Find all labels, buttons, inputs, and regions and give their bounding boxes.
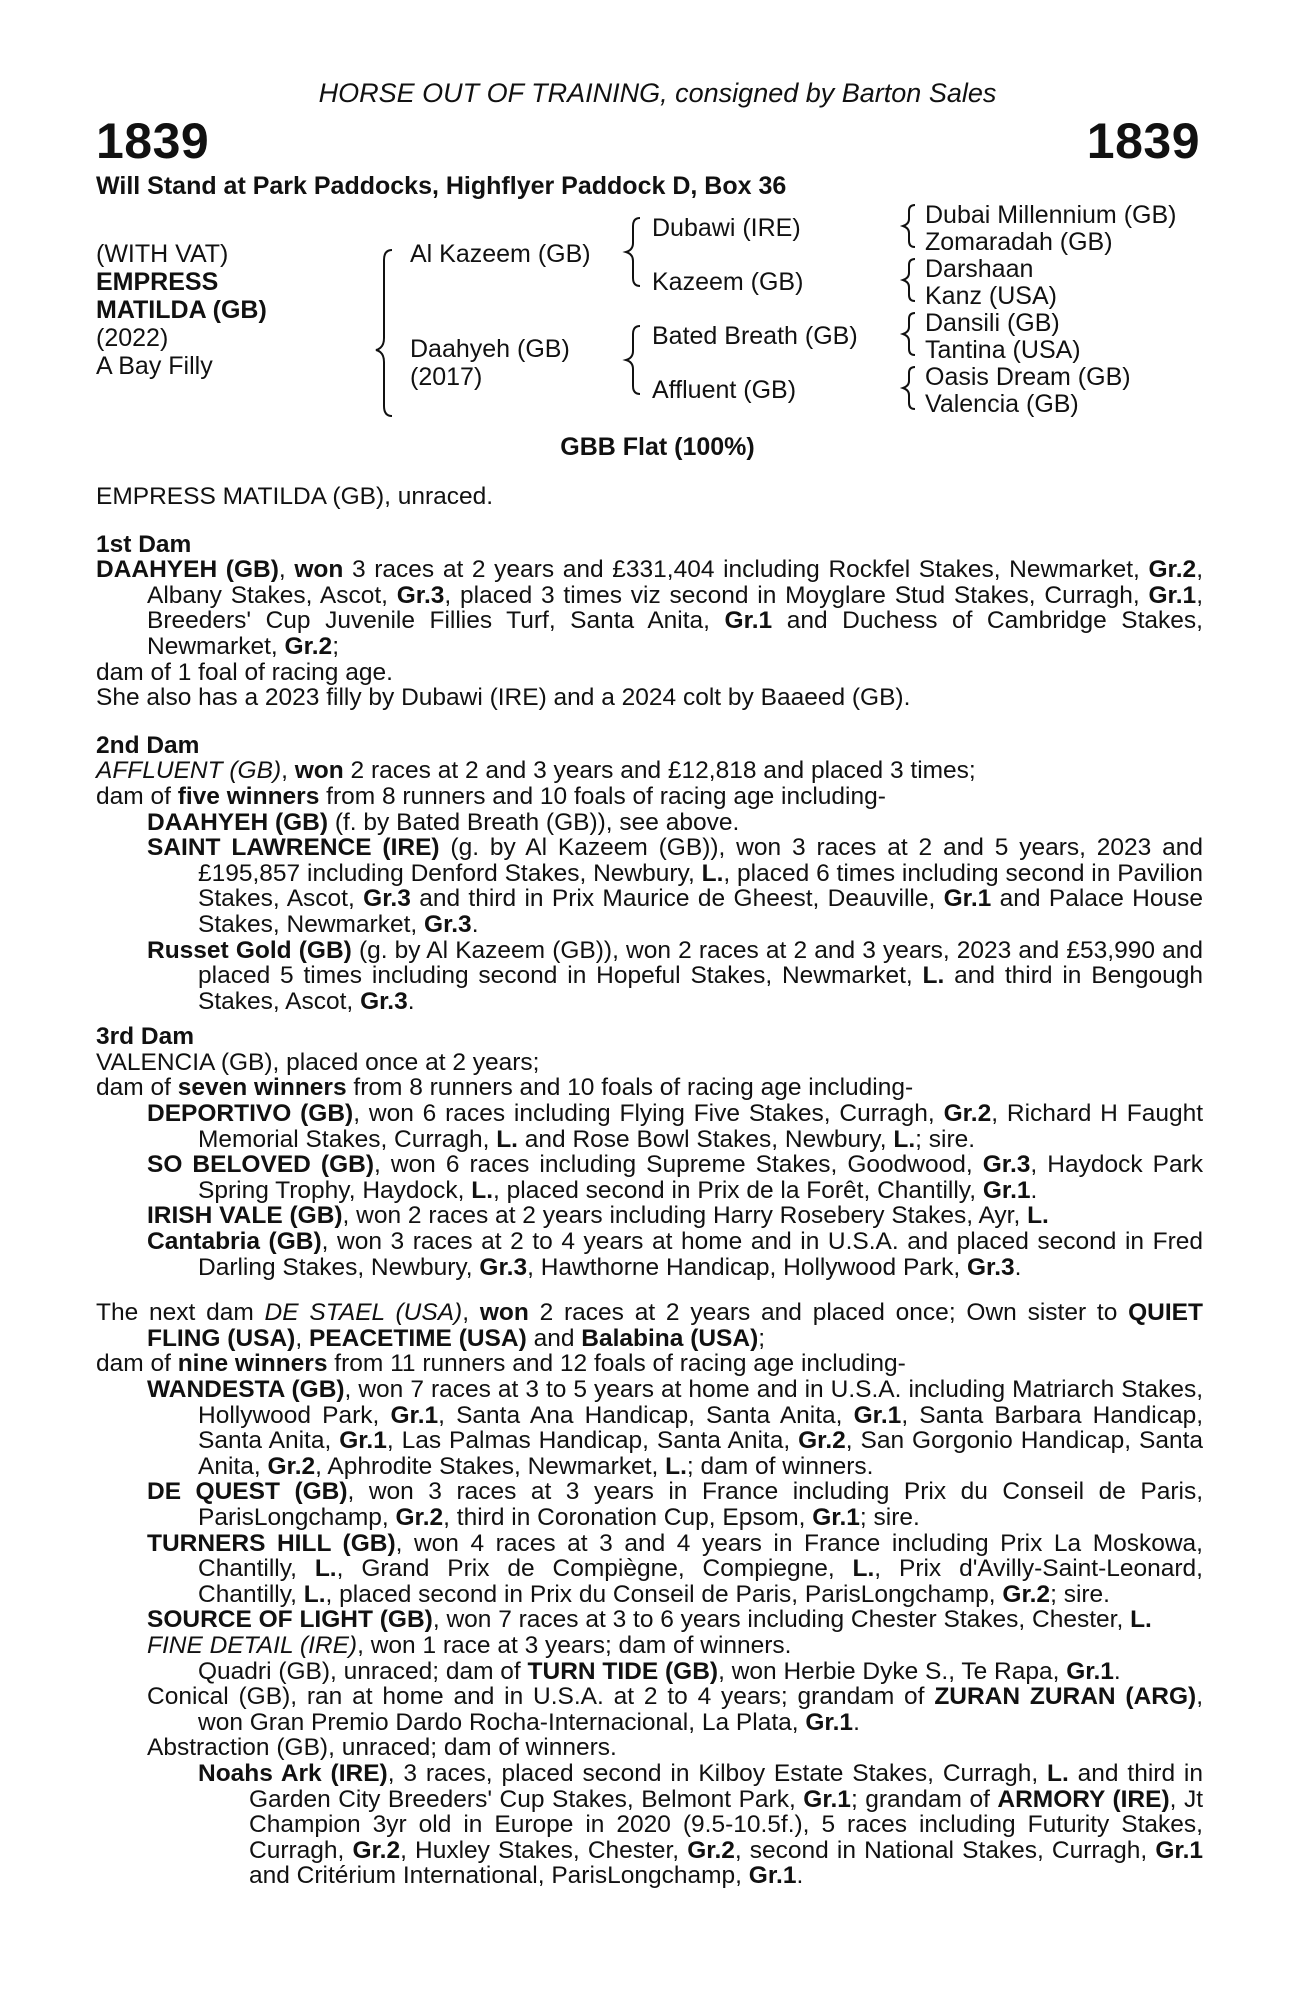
dam-sire-dam: Tantina (USA) [925, 336, 1081, 364]
lot-number-left: 1839 [96, 113, 210, 169]
brace-ds [903, 313, 915, 355]
brace-dam [626, 326, 640, 394]
produce-record [96, 484, 1203, 1889]
sire-dam-sire: Darshaan [925, 255, 1034, 283]
dam-dam: Affluent (GB) [652, 376, 797, 404]
sire-sire-sire: Dubai Millennium (GB) [925, 201, 1177, 229]
brace-dd [903, 367, 915, 409]
produce-source-of-light: SOURCE OF LIGHT (GB), won 7 races at 3 to 6 years including Chester Stakes, Chester, L. [147, 1606, 1152, 1634]
next-dam-text: The next dam DE STAEL (USA), won 2 races at 2 years and placed once; Own sister to QUIET FLING (USA), PEACETIME (USA) and Balabina (USA); [96, 1299, 1203, 1352]
brace-sd [903, 259, 915, 301]
first-dam-foals: dam of 1 foal of racing age. [96, 658, 393, 686]
stand-location: Will Stand at Park Paddocks, Highflyer Paddock D, Box 36 [96, 172, 787, 200]
third-dam-heading: 3rd Dam [96, 1023, 195, 1051]
first-dam-younger: She also has a 2023 filly by Dubawi (IRE) and a 2024 colt by Baaeed (GB). [96, 684, 911, 712]
vat-note: (WITH VAT) [96, 240, 229, 268]
dam: Daahyeh (GB) [410, 335, 570, 363]
produce-cantabria: Cantabria (GB), won 3 races at 2 to 4 years at home and in U.S.A. and placed second in Fred Darling Stakes, Newbury, Gr.3, Hawthorne Handicap, Hollywood Park, Gr.3. [147, 1228, 1203, 1281]
dam-dam-dam: Valencia (GB) [925, 390, 1079, 418]
sire-sire: Dubawi (IRE) [652, 214, 801, 242]
sire-sire-dam: Zomaradah (GB) [925, 228, 1113, 256]
brace-main [376, 250, 392, 416]
horse-year: (2022) [96, 324, 169, 352]
produce-abstraction: Abstraction (GB), unraced; dam of winners. [147, 1734, 617, 1762]
lot-number-right: 1839 [1086, 113, 1200, 169]
produce-turners-hill: TURNERS HILL (GB), won 4 races at 3 and 4 years in France including Prix La Moskowa, Chantilly, L., Grand Prix de Compiègne, Compiegne, L., Prix d'Avilly-Saint-Leonard, Chantilly, L., placed second in Prix du Conseil de Paris, ParisLongchamp, Gr.2; sire. [147, 1529, 1203, 1608]
brace-sire [626, 218, 640, 286]
produce-wandesta: WANDESTA (GB), won 7 races at 3 to 5 years at home and in U.S.A. including Matriarch Stakes, Hollywood Park, Gr.1, Santa Ana Handicap, Santa Anita, Gr.1, Santa Barbara Handicap, Santa Anita, Gr.1, Las Palmas Handicap, Santa Anita, Gr.2, San Gorgonio Handicap, Santa Anita, Gr.2, Aphrodite Stakes, Newmarket, L.; dam of winners. [147, 1376, 1204, 1480]
horse-name-line2: MATILDA (GB) [96, 296, 267, 324]
produce-so-beloved: SO BELOVED (GB), won 6 races including Supreme Stakes, Goodwood, Gr.3, Haydock Park Spring Trophy, Haydock, L., placed second in Prix de la Forêt, Chantilly, Gr.1. [147, 1151, 1203, 1204]
dam-sire-sire: Dansili (GB) [925, 309, 1060, 337]
intro-line: EMPRESS MATILDA (GB), unraced. [96, 483, 494, 510]
sire-dam-dam: Kanz (USA) [925, 282, 1057, 310]
second-dam-heading: 2nd Dam [96, 731, 200, 759]
first-dam-heading: 1st Dam [96, 530, 192, 558]
produce-fine-detail: FINE DETAIL (IRE), won 1 race at 3 years; dam of winners. [147, 1631, 792, 1659]
produce-noahs-ark: Noahs Ark (IRE), 3 races, placed second in Kilboy Estate Stakes, Curragh, L. and third in Garden City Breeders' Cup Stakes, Belmont Park, Gr.1; grandam of ARMORY (IRE), Jt Champion 3yr old in Europe in 2020 (9.5-10.5f.), 5 races including Futurity Stakes, Curragh, Gr.2, Huxley Stakes, Chester, Gr.2, second in National Stakes, Curragh, Gr.1 and Critérium International, ParisLongchamp, Gr.1. [198, 1759, 1204, 1890]
dam-dam-sire: Oasis Dream (GB) [925, 363, 1131, 391]
produce-quadri: Quadri (GB), unraced; dam of TURN TIDE (GB), won Herbie Dyke S., Te Rapa, Gr.1. [198, 1657, 1121, 1685]
produce-saint-lawrence: SAINT LAWRENCE (IRE) (g. by Al Kazeem (GB)), won 3 races at 2 and 5 years, 2023 and £195,857 including Denford Stakes, Newbury, L., placed 6 times including second in Pavilion Stakes, Ascot, Gr.3 and third in Prix Maurice de Gheest, Deauville, Gr.1 and Palace House Stakes, Newmarket, Gr.3. [147, 834, 1204, 938]
third-dam-summary: dam of seven winners from 8 runners and 10 foals of racing age including- [96, 1074, 914, 1102]
second-dam-summary: dam of five winners from 8 runners and 10 foals of racing age including- [96, 782, 886, 810]
produce-daahyeh: DAAHYEH (GB) (f. by Bated Breath (GB)), see above. [147, 808, 740, 836]
first-dam-text: DAAHYEH (GB), won 3 races at 2 years and £331,404 including Rockfel Stakes, Newmarket, Gr.2, Albany Stakes, Ascot, Gr.3, placed 3 times viz second in Moyglare Stud Stakes, Curragh, Gr.1, Breeders' Cup Juvenile Fillies Turf, Santa Anita, Gr.1 and Duchess of Cambridge Stakes, Newmarket, Gr.2; [96, 556, 1203, 660]
gbb-flat-badge: GBB Flat (100%) [560, 433, 755, 461]
brace-ss [903, 205, 915, 247]
second-dam-text: AFFLUENT (GB), won 2 races at 2 and 3 years and £12,818 and placed 3 times; [96, 757, 976, 785]
horse-name-line1: EMPRESS [96, 268, 219, 296]
produce-conical: Conical (GB), ran at home and in U.S.A. at 2 to 4 years; grandam of ZURAN ZURAN (ARG), won Gran Premio Dardo Rocha-Internacional, La Plata, Gr.1. [147, 1683, 1203, 1736]
catalogue-header: HORSE OUT OF TRAINING, consigned by Barton Sales [318, 78, 997, 108]
produce-russet-gold: Russet Gold (GB) (g. by Al Kazeem (GB)), won 2 races at 2 and 3 years, 2023 and £53,990 and placed 5 times including second in Hopeful Stakes, Newmarket, L. and third in Bengough Stakes, Ascot, Gr.3. [147, 936, 1203, 1015]
horse-description: A Bay Filly [96, 352, 213, 380]
dam-sire: Bated Breath (GB) [652, 322, 858, 350]
pedigree-braces [0, 0, 1315, 460]
produce-deportivo: DEPORTIVO (GB), won 6 races including Flying Five Stakes, Curragh, Gr.2, Richard H Faught Memorial Stakes, Curragh, L. and Rose Bowl Stakes, Newbury, L.; sire. [147, 1100, 1204, 1153]
sire-dam: Kazeem (GB) [652, 268, 804, 296]
sire: Al Kazeem (GB) [410, 240, 591, 268]
third-dam-text: VALENCIA (GB), placed once at 2 years; [96, 1048, 540, 1076]
produce-de-quest: DE QUEST (GB), won 3 races at 3 years in France including Prix du Conseil de Paris, ParisLongchamp, Gr.2, third in Coronation Cup, Epsom, Gr.1; sire. [147, 1478, 1203, 1531]
next-dam-summary: dam of nine winners from 11 runners and 12 foals of racing age including- [96, 1350, 906, 1378]
produce-irish-vale: IRISH VALE (GB), won 2 races at 2 years including Harry Rosebery Stakes, Ayr, L. [147, 1202, 1049, 1230]
dam-year: (2017) [410, 363, 483, 391]
